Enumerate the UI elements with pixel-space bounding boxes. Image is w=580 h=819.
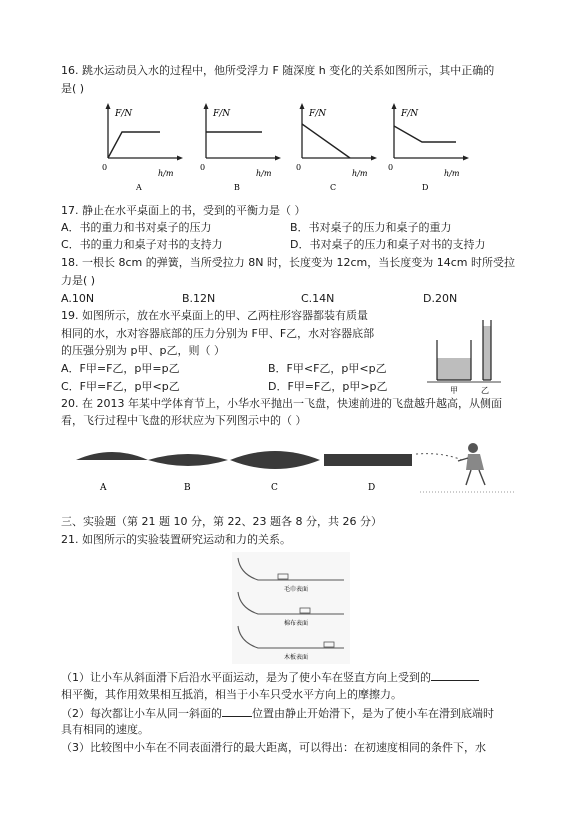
q20-stem-line2: 看，飞行过程中飞盘的形状应为下列图示中的（ ） [61,414,307,427]
graph-c [296,103,377,192]
q19-containers-figure [425,318,505,394]
q17-option-b: B．书对桌子的压力和桌子的重力 [290,221,452,234]
graph-c-xaxis: h/m [352,169,368,178]
graph-b-yaxis: F/N [213,109,231,119]
q21-ramp-figure [232,552,350,664]
q21-part1-line2: 相平衡，其作用效果相互抵消，相当于小车只受水平方向上的摩擦力。 [61,688,402,701]
q19-option-d: D．F甲=F乙，p甲>p乙 [268,380,388,393]
q21-stem: 21. 如图所示的实验装置研究运动和力的关系。 [61,533,291,546]
disc-shape-c [230,451,320,469]
q21-part2-line1 [61,706,494,721]
q21-part3-line1: （3）比较图中小车在不同表面滑行的最大距离，可以得出：在初速度相同的条件下，水 [61,741,486,754]
q18-stem-line1: 18. 一根长 8cm 的弹簧，当所受拉力 8N 时，长度变为 12cm，当长度变为 14cm 时所受拉 [61,256,515,269]
graph-d [388,103,469,192]
q16-stem-line1: 16. 跳水运动员入水的过程中，他所受浮力 F 随深度 h 变化的关系如图所示，其中正确的 [61,64,495,77]
graph-a [102,103,183,192]
section-3-title: 三、实验题（第 21 题 10 分，第 22、23 题各 8 分，共 26 分） [61,515,382,528]
disc-shape-d [324,454,412,466]
surface-wood-label: 木板表面 [284,654,309,661]
disc-shape-b [148,454,228,466]
q18-option-a: A.10N [61,292,95,305]
q18-stem-line2: 力是( ) [61,274,96,287]
disc-shape-a [76,452,148,460]
graph-d-xaxis: h/m [444,169,460,178]
q19-option-b: B．F甲<F乙，p甲<p乙 [268,362,387,375]
q18-option-d: D.20N [423,292,458,305]
graph-a-yaxis: F/N [115,109,133,119]
graph-c-yaxis: F/N [309,109,327,119]
graph-a-label: A [136,183,142,192]
q16-stem-line2: 是( ) [61,82,85,95]
q21-part1-line1 [61,670,479,685]
q16-graphs [98,100,474,196]
q19-stem-line3: 的压强分别为 p甲、p乙，则（ ） [61,344,225,357]
graph-d-origin: 0 [388,163,394,172]
surface-towel-label: 毛巾表面 [284,586,309,593]
graph-b-label: B [234,183,240,192]
graph-a-xaxis: h/m [158,169,174,178]
q21-part1-blank [431,670,479,681]
q17-option-d: D．书对桌子的压力和桌子对书的支持力 [290,238,486,251]
disc-label-c: C [271,483,278,493]
graph-b-xaxis: h/m [256,169,272,178]
q21-part2-blank [222,706,252,717]
disc-label-d: D [368,483,376,493]
q21-part2-text-a: （2）每次都让小车从同一斜面的 [61,707,222,720]
q20-disc-figure [70,430,520,500]
disc-label-a: A [100,483,107,493]
graph-b-origin: 0 [200,163,206,172]
container-yi-label: 乙 [481,386,489,394]
q19-stem-line2: 相同的水，水对容器底部的压力分别为 F甲、F乙，水对容器底部 [61,327,375,340]
q17-stem: 17. 静止在水平桌面上的书，受到的平衡力是（ ） [61,204,306,217]
q19-option-c: C．F甲=F乙，p甲<p乙 [61,380,180,393]
disc-label-b: B [184,483,191,493]
q21-part2-line2: 具有相同的速度。 [61,723,149,736]
q19-stem-line1: 19. 如图所示，放在水平桌面上的甲、乙两柱形容器都装有质量 [61,309,368,322]
surface-cotton-label: 棉布表面 [284,620,309,627]
q21-part1-text: （1）让小车从斜面滑下后沿水平面运动，是为了使小车在竖直方向上受到的 [61,671,431,684]
graph-c-origin: 0 [296,163,302,172]
q18-option-c: C.14N [301,292,335,305]
q17-option-c: C．书的重力和桌子对书的支持力 [61,238,223,251]
graph-c-label: C [330,183,337,192]
graph-b [200,103,281,192]
q17-option-a: A．书的重力和书对桌子的压力 [61,221,212,234]
graph-d-yaxis: F/N [401,109,419,119]
q21-part2-text-b: 位置由静止开始滑下，是为了使小车在滑到底端时 [252,707,494,720]
graph-d-label: D [422,183,429,192]
q20-stem-line1: 20. 在 2013 年某中学体育节上，小华水平抛出一飞盘，快速前进的飞盘越升越高，从侧面 [61,397,502,410]
graph-a-origin: 0 [102,163,108,172]
q19-option-a: A．F甲=F乙，p甲=p乙 [61,362,180,375]
q18-option-b: B.12N [182,292,216,305]
container-jia-label: 甲 [450,386,458,394]
